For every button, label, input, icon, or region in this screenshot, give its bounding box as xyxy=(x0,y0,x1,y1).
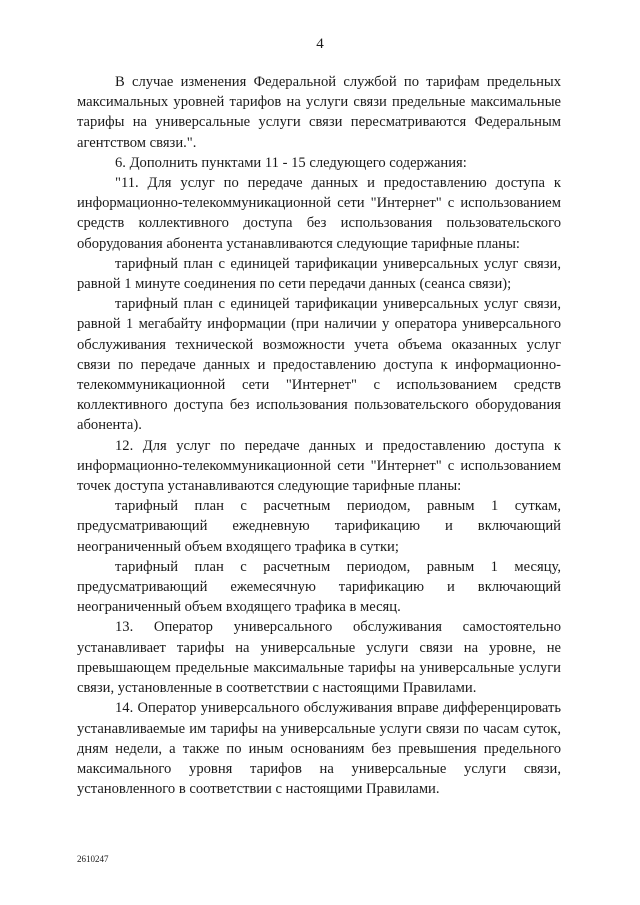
paragraph-item-6: 6. Дополнить пунктами 11 - 15 следующего содержания: xyxy=(115,154,467,171)
paragraph-item-14: 14. Оператор универсального обслуживания вправе дифференцировать устанавливаемые им тарифы на универсальные услуги связи по часам суток, дням недели, а также по иным основаниям без превышения предельного максимального уровня тарифов на универсальные услуги связи, установленного в соответствии с настоящими Правилами. xyxy=(77,700,561,798)
paragraph-tariff-plan-day: тарифный план с расчетным периодом, равным 1 суткам, предусматривающий ежедневную тарификацию и включающий неограниченный объем входящего трафика в сутки; xyxy=(77,498,561,555)
paragraph-item-12: 12. Для услуг по передаче данных и предоставлению доступа к информационно-телекоммуникационной сети "Интернет" с использованием точек доступа устанавливаются следующие тарифные планы: xyxy=(77,437,561,495)
paragraph-tariff-revision: В случае изменения Федеральной службой по тарифам предельных максимальных уровней тарифов на услуги связи предельные максимальные тарифы на универсальные услуги связи пересматриваются Федеральным агентством связи.". xyxy=(77,74,561,151)
paragraph-item-11: "11. Для услуг по передаче данных и предоставлению доступа к информационно-телекоммуникационной сети "Интернет" с использованием средств коллективного доступа без использования пользовательского оборудования абонента устанавливаются следующие тарифные планы: xyxy=(77,175,561,252)
document-body xyxy=(77,72,561,799)
page-number: 4 xyxy=(316,36,324,52)
paragraph-tariff-plan-month: тарифный план с расчетным периодом, равным 1 месяцу, предусматривающий ежемесячную тарификацию и включающий неограниченный объем входящего трафика в месяц. xyxy=(77,558,561,616)
paragraph-item-13: 13. Оператор универсального обслуживания самостоятельно устанавливает тарифы на универсальные услуги связи на уровне, не превышающем предельные максимальные тарифы на универсальные услуги связи, установленные в соответствии с настоящими Правилами. xyxy=(77,619,561,697)
paragraph-tariff-plan-megabyte: тарифный план с единицей тарификации универсальных услуг связи, равной 1 мегабайту информации (при наличии у оператора универсального обслуживания технической возможности учета объема оказанных услуг связи по передаче данных и предоставлению доступа к информационно-телекоммуникационной сети "Интернет" с использованием средств коллективного доступа без использования пользовательского оборудования абонента). xyxy=(77,296,561,434)
paragraph-tariff-plan-minute: тарифный план с единицей тарификации универсальных услуг связи, равной 1 минуте соединения по сети передачи данных (сеанса связи); xyxy=(77,255,561,293)
document-code: 2610247 xyxy=(77,854,109,864)
